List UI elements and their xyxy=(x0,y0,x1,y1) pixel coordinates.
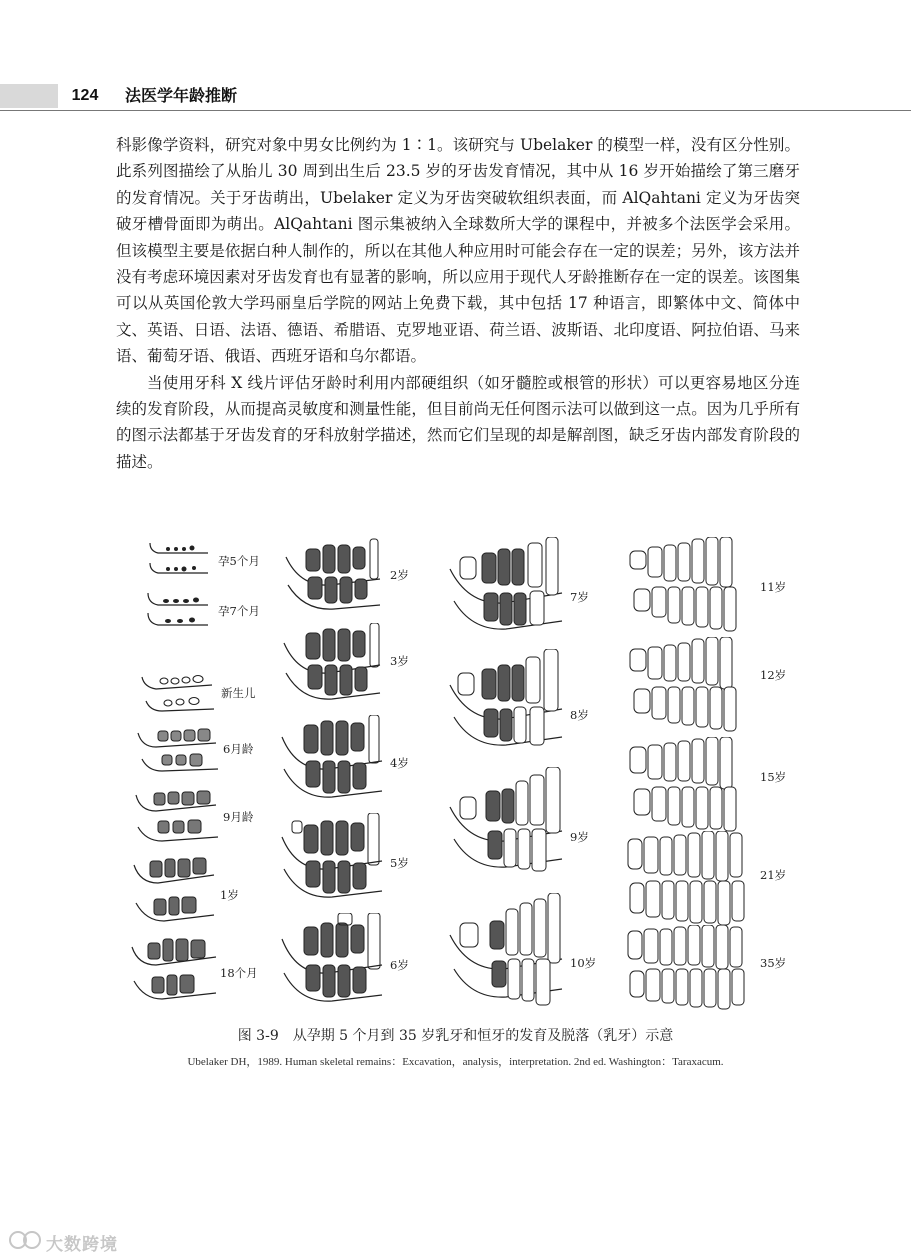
running-title: 法医学年龄推断 xyxy=(125,86,238,105)
jaw-drawing xyxy=(624,831,788,927)
jaw-drawing xyxy=(278,715,428,805)
stage-label: 12岁 xyxy=(760,668,787,682)
jaw-drawing xyxy=(446,537,606,637)
page-number: 124 xyxy=(71,87,99,104)
jaw-drawing xyxy=(446,893,606,1009)
stage-label: 6月龄 xyxy=(223,742,254,756)
stage-label: 2岁 xyxy=(390,568,409,582)
stage-label: 18个月 xyxy=(220,966,258,980)
body-text xyxy=(116,132,800,475)
stage-label: 9月龄 xyxy=(223,810,254,824)
jaw-drawing xyxy=(278,537,428,617)
jaw-drawing xyxy=(624,537,788,633)
jaw-drawing xyxy=(446,767,606,879)
header-accent-bar xyxy=(0,84,58,108)
jaw-drawing xyxy=(624,737,788,833)
header-rule xyxy=(0,110,911,111)
jaw-drawing xyxy=(128,787,268,847)
paragraph-2: 当使用牙科 X 线片评估牙龄时利用内部硬组织（如牙髓腔或根管的形状）可以更容易地区分连续的发育阶段，从而提高灵敏度和测量性能，但目前尚无任何图示法可以做到这一点。因为几乎所有的图示法都基于牙齿发育的牙科放射学描述，然而它们呈现的却是解剖图，缺乏牙齿内部发育阶段的描述。 xyxy=(116,373,800,471)
stage-label: 9岁 xyxy=(570,830,589,844)
figure-source: Ubelaker DH，1989. Human skeletal remains：Excavation，analysis，interpretation. 2nd ed. Washington：Taraxacum. xyxy=(187,1056,724,1068)
figure-caption: 图 3-9 从孕期 5 个月到 35 岁乳牙和恒牙的发育及脱落（乳牙）示意 xyxy=(237,1028,674,1044)
stage-label: 21岁 xyxy=(760,868,787,882)
jaw-drawing xyxy=(128,537,268,585)
paragraph-1: 科影像学资料，研究对象中男女比例约为 1∶1。该研究与 Ubelaker 的模型一样，没有区分性别。此系列图描绘了从胎儿 30 周到出生后 23.5 岁的牙齿发育情况，其中从 16 岁开始描绘了第三磨牙的发育情况。关于牙齿萌出，Ubelaker 定义为牙齿突破软组织表面，而 AlQahtani 定义为牙齿突破牙槽骨面即为萌出。AlQahtani 图示集被纳入全球数所大学的课程中，并被多个法医学会采用。但该模型主要是依据白种人制作的，所以在其他人种应用时可能会存在一定的误差；另外，该方法并没有考虑环境因素对牙齿发育也有显著的影响，所以应用于现代人牙龄推断存在一定的误差。该图集可以从英国伦敦大学玛丽皇后学院的网站上免费下载，其中包括 17 种语言，即繁体中文、简体中文、英语、日语、法语、德语、希腊语、克罗地亚语、荷兰语、波斯语、北印度语、阿拉伯语、马来语、葡萄牙语、俄语、西班牙语和乌尔都语。 xyxy=(116,136,800,366)
stage-label: 孕5个月 xyxy=(218,554,260,568)
jaw-drawing xyxy=(278,623,428,707)
stage-label: 10岁 xyxy=(570,956,597,970)
jaw-drawing xyxy=(278,813,428,905)
dental-development-figure xyxy=(128,537,788,1012)
jaw-drawing xyxy=(128,589,268,637)
stage-label: 15岁 xyxy=(760,770,787,784)
stage-label: 8岁 xyxy=(570,708,589,722)
stage-label: 7岁 xyxy=(570,590,589,604)
jaw-drawing xyxy=(128,855,268,929)
stage-label: 新生儿 xyxy=(221,686,256,700)
watermark xyxy=(8,1228,138,1254)
running-header xyxy=(0,84,911,108)
jaw-drawing xyxy=(446,649,606,755)
jaw-drawing xyxy=(624,925,788,1011)
stage-label: 3岁 xyxy=(390,654,409,668)
stage-label: 35岁 xyxy=(760,956,787,970)
stage-label: 11岁 xyxy=(760,580,787,594)
watermark-logo-icon xyxy=(8,1228,42,1252)
jaw-drawing xyxy=(128,723,268,779)
stage-label: 5岁 xyxy=(390,856,409,870)
jaw-drawing xyxy=(278,913,428,1009)
stage-label: 孕7个月 xyxy=(218,604,260,618)
stage-label: 4岁 xyxy=(390,756,409,770)
stage-label: 6岁 xyxy=(390,958,409,972)
jaw-drawing xyxy=(128,937,268,1007)
jaw-drawing xyxy=(128,667,268,719)
jaw-drawing xyxy=(624,637,788,733)
stage-label: 1岁 xyxy=(220,888,239,902)
watermark-text: 大数跨境 xyxy=(46,1235,118,1255)
